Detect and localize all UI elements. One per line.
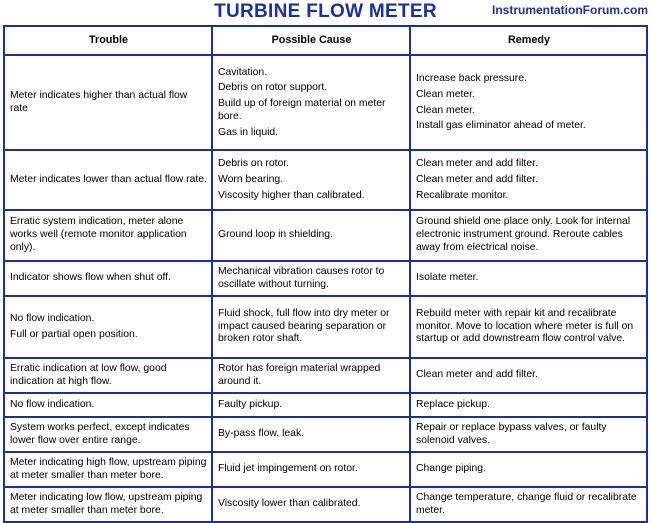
trouble-cell (4, 452, 212, 487)
remedy-cell (410, 261, 647, 296)
cell-text: Meter indicates higher than actual flow rate (10, 89, 188, 114)
table-header-row (4, 26, 647, 55)
trouble-cell (4, 296, 212, 358)
cause-cell (212, 210, 410, 261)
trouble-cell (4, 393, 212, 417)
header-trouble: Trouble (4, 26, 212, 55)
cell-text: Install gas eliminator ahead of meter. (416, 120, 586, 132)
cell-text: Faulty pickup. (218, 398, 283, 410)
cause-cell (212, 358, 410, 393)
cell-text: By-pass flow, leak. (218, 428, 305, 440)
trouble-cell (4, 358, 212, 393)
remedy-cell (410, 55, 647, 150)
table-row (4, 261, 647, 296)
cell-text: Erratic system indication, meter alone works well (remote monitor application only). (10, 216, 187, 253)
cell-text: Change piping. (416, 463, 486, 475)
remedy-cell (410, 210, 647, 261)
cell-text: Meter indicating low flow, upstream piping at meter smaller than meter bore. (10, 491, 203, 516)
cause-cell (212, 393, 410, 417)
header-remedy: Remedy (410, 26, 647, 55)
remedy-cell (410, 150, 647, 210)
remedy-cell (410, 417, 647, 452)
cell-text: Rotor has foreign material wrapped around it. (218, 362, 381, 387)
remedy-cell (410, 393, 647, 417)
cell-text: Viscosity lower than calibrated. (218, 498, 361, 510)
table-row (4, 210, 647, 261)
cell-text: Worn bearing. (218, 174, 284, 186)
cell-text: Ground shield one place only. Look for internal electronic instrument ground. Reroute cables away from electrical noise. (416, 216, 631, 253)
cell-text: Fluid shock, full flow into dry meter or impact caused bearing separation or broken rotor shaft. (218, 307, 390, 345)
cell-text: Isolate meter. (416, 272, 479, 284)
cell-text: Meter indicating high flow, upstream piping at meter smaller than meter bore. (10, 456, 207, 481)
table-row (4, 393, 647, 417)
cell-text: Recalibrate monitor. (416, 189, 509, 201)
trouble-cell (4, 150, 212, 210)
cell-text: Cavitation. (218, 66, 268, 78)
cell-text: Change temperature, change fluid or recalibrate meter. (416, 491, 637, 516)
page-title: TURBINE FLOW METER (214, 1, 437, 22)
cell-text: Clean meter and add filter. (416, 369, 538, 381)
table-row (4, 55, 647, 150)
cell-text: Build up of foreign material on meter bore. (218, 98, 386, 122)
cause-cell (212, 487, 410, 522)
cause-cell (212, 417, 410, 452)
table-row (4, 358, 647, 393)
table-row (4, 296, 647, 358)
cause-cell (212, 55, 410, 150)
cell-text: Replace pickup. (416, 398, 490, 410)
cell-text: Rebuild meter with repair kit and recalibrate monitor. Move to location where meter is full on startup or add downstream flow control valve. (416, 307, 634, 345)
header-possible-cause: Possible Cause (212, 26, 410, 55)
table-row (4, 452, 647, 487)
cell-text: Clean meter. (416, 88, 475, 100)
cell-text: No flow indication. (10, 398, 95, 410)
trouble-cell (4, 55, 212, 150)
trouble-cell (4, 261, 212, 296)
cell-text: Fluid jet impingement on rotor. (218, 463, 358, 475)
remedy-cell (410, 487, 647, 522)
table-row (4, 150, 647, 210)
remedy-cell (410, 296, 647, 358)
cell-text: Full or partial open position. (10, 329, 138, 340)
cell-text: Debris on rotor support. (218, 82, 328, 94)
remedy-cell (410, 452, 647, 487)
cell-text: Erratic indication at low flow, good indication at high flow. (10, 362, 167, 387)
trouble-cell (4, 417, 212, 452)
table-body (4, 55, 647, 522)
cell-text: Debris on rotor. (218, 158, 290, 170)
cell-text: No flow indication. (10, 313, 95, 325)
table-row (4, 417, 647, 452)
cell-text: Viscosity higher than calibrated. (218, 189, 365, 201)
cell-text: Indicator shows flow when shut off. (10, 272, 171, 284)
cell-text: Meter indicates lower than actual flow rate. (10, 173, 207, 185)
trouble-cell (4, 487, 212, 522)
remedy-cell (410, 358, 647, 393)
cell-text: Ground loop in shielding. (218, 229, 333, 241)
cell-text: Mechanical vibration causes rotor to oscillate without turning. (218, 265, 385, 290)
cell-text: Clean meter and add filter. (416, 174, 538, 186)
cell-text: Gas in liquid. (218, 126, 279, 138)
cell-text: System works perfect, except indicates lower flow over entire range. (10, 421, 190, 446)
site-watermark: InstrumentationForum.com (491, 3, 648, 17)
cause-cell (212, 261, 410, 296)
cause-cell (212, 452, 410, 487)
cell-text: Clean meter and add filter. (416, 158, 538, 170)
troubleshooting-table (3, 25, 648, 523)
cell-text: Repair or replace bypass valves, or faulty solenoid valves. (416, 421, 607, 446)
cell-text: Increase back pressure. (416, 72, 527, 84)
cell-text: Clean meter. (416, 104, 475, 116)
cause-cell (212, 150, 410, 210)
cause-cell (212, 296, 410, 358)
table-row (4, 487, 647, 522)
trouble-cell (4, 210, 212, 261)
